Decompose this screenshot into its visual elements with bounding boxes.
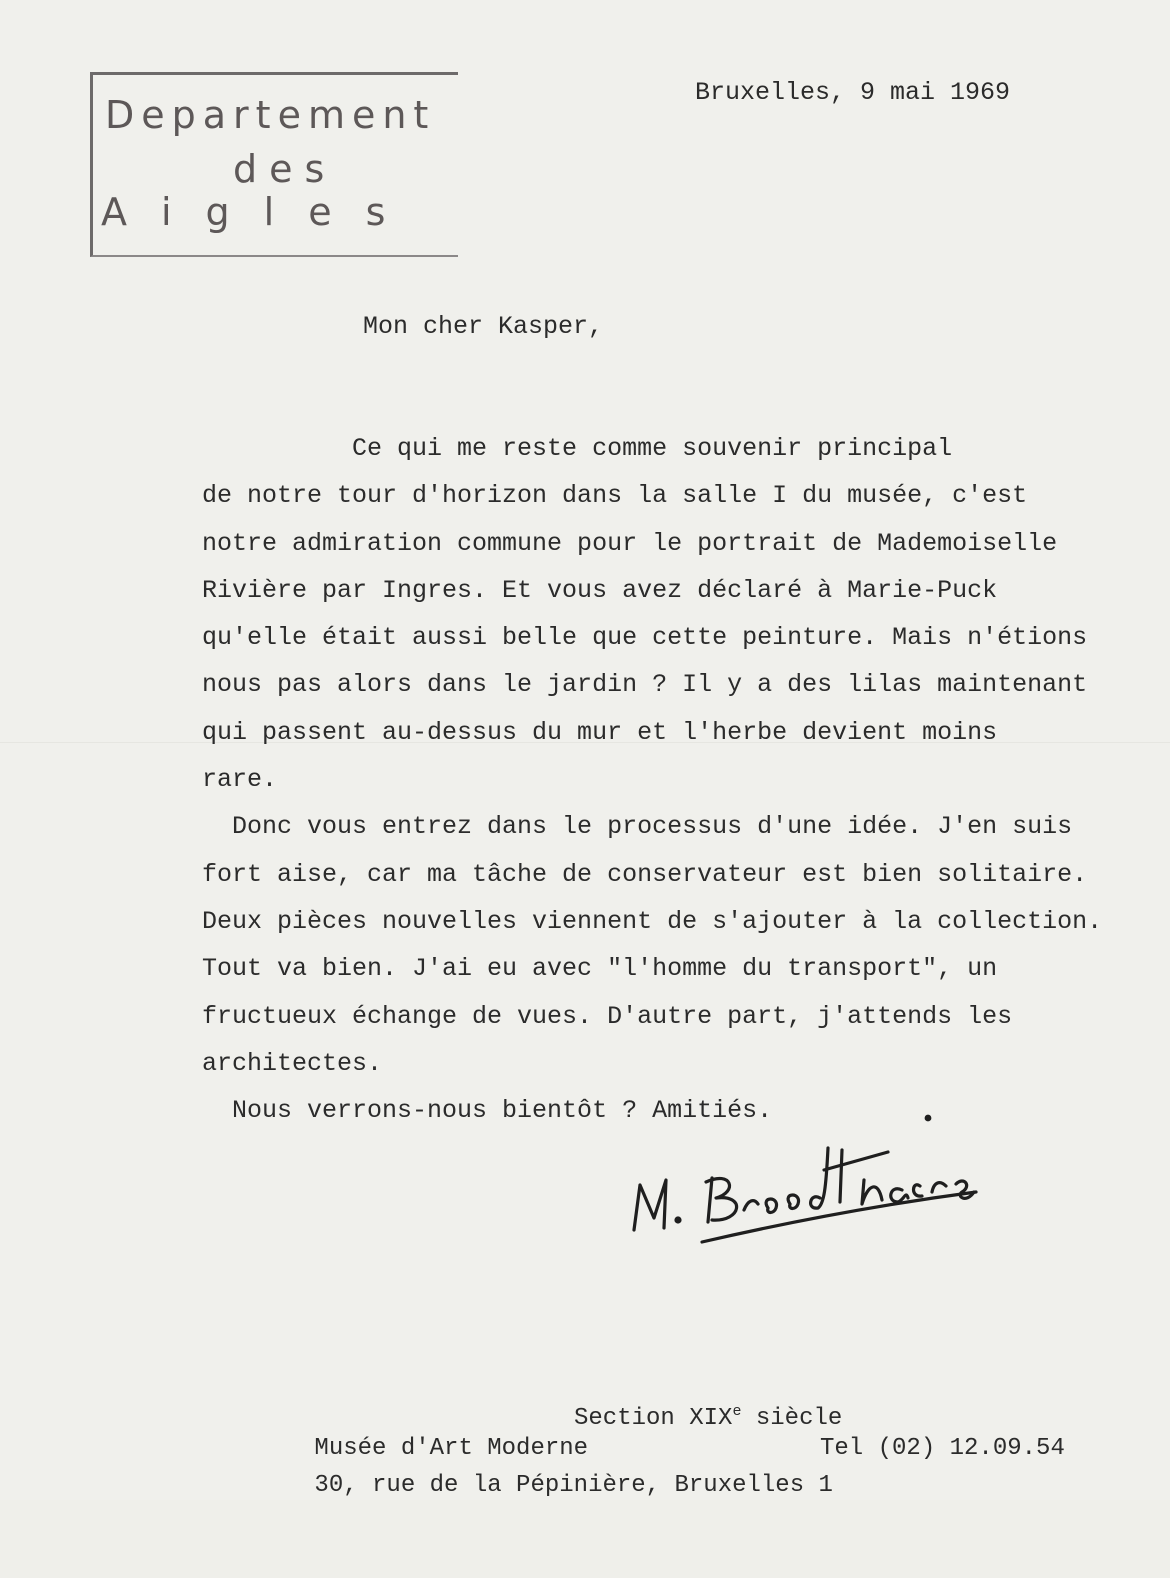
letterhead-footer [228, 1393, 1065, 1499]
body-line: notre admiration commune pour le portrait de Mademoiselle [202, 528, 1058, 558]
body-line: Nous verrons-nous bientôt ? Amitiés. [202, 1096, 773, 1126]
body-line: qu'elle était aussi belle que cette peinture. Mais n'étions [202, 623, 1088, 653]
body-line: fructueux échange de vues. D'autre part, j'attends les [202, 1001, 1013, 1031]
museum-name: Musée d'Art Moderne [314, 1435, 589, 1462]
handwritten-signature [620, 1110, 1000, 1250]
museum-phone: Tel (02) 12.09.54 [820, 1435, 1065, 1462]
body-line: nous pas alors dans le jardin ? Il y a des lilas maintenant [202, 670, 1088, 700]
museum-address: 30, rue de la Pépinière, Bruxelles 1 [314, 1472, 833, 1499]
department-stamp [90, 72, 458, 257]
body-line: de notre tour d'horizon dans la salle I du musée, c'est [202, 481, 1028, 511]
salutation: Mon cher Kasper, [363, 312, 604, 341]
body-line: Tout va bien. J'ai eu avec "l'homme du transport", un [202, 954, 998, 984]
stamp-line-2: des [233, 147, 337, 191]
body-line: fort aise, car ma tâche de conservateur est bien solitaire. [202, 859, 1088, 889]
body-line: Rivière par Ingres. Et vous avez déclaré à Marie-Puck [202, 575, 998, 605]
body-line: architectes. [202, 1048, 383, 1078]
stamp-line-3: Aigles [101, 190, 420, 234]
letter-body [202, 425, 1103, 1134]
body-line: Donc vous entrez dans le processus d'une idée. J'en suis [202, 812, 1073, 842]
body-line: rare. [202, 765, 278, 795]
stamp-line-1: Departement [105, 93, 436, 137]
letter-date: Bruxelles, 9 mai 1969 [695, 78, 1011, 107]
body-line: Deux pièces nouvelles viennent de s'ajouter à la collection. [202, 906, 1103, 936]
body-line: qui passent au-dessus du mur et l'herbe devient moins [202, 717, 998, 747]
museum-section: Section XIXe siècle [574, 1403, 843, 1432]
body-line: Ce qui me reste comme souvenir principal [202, 434, 953, 463]
